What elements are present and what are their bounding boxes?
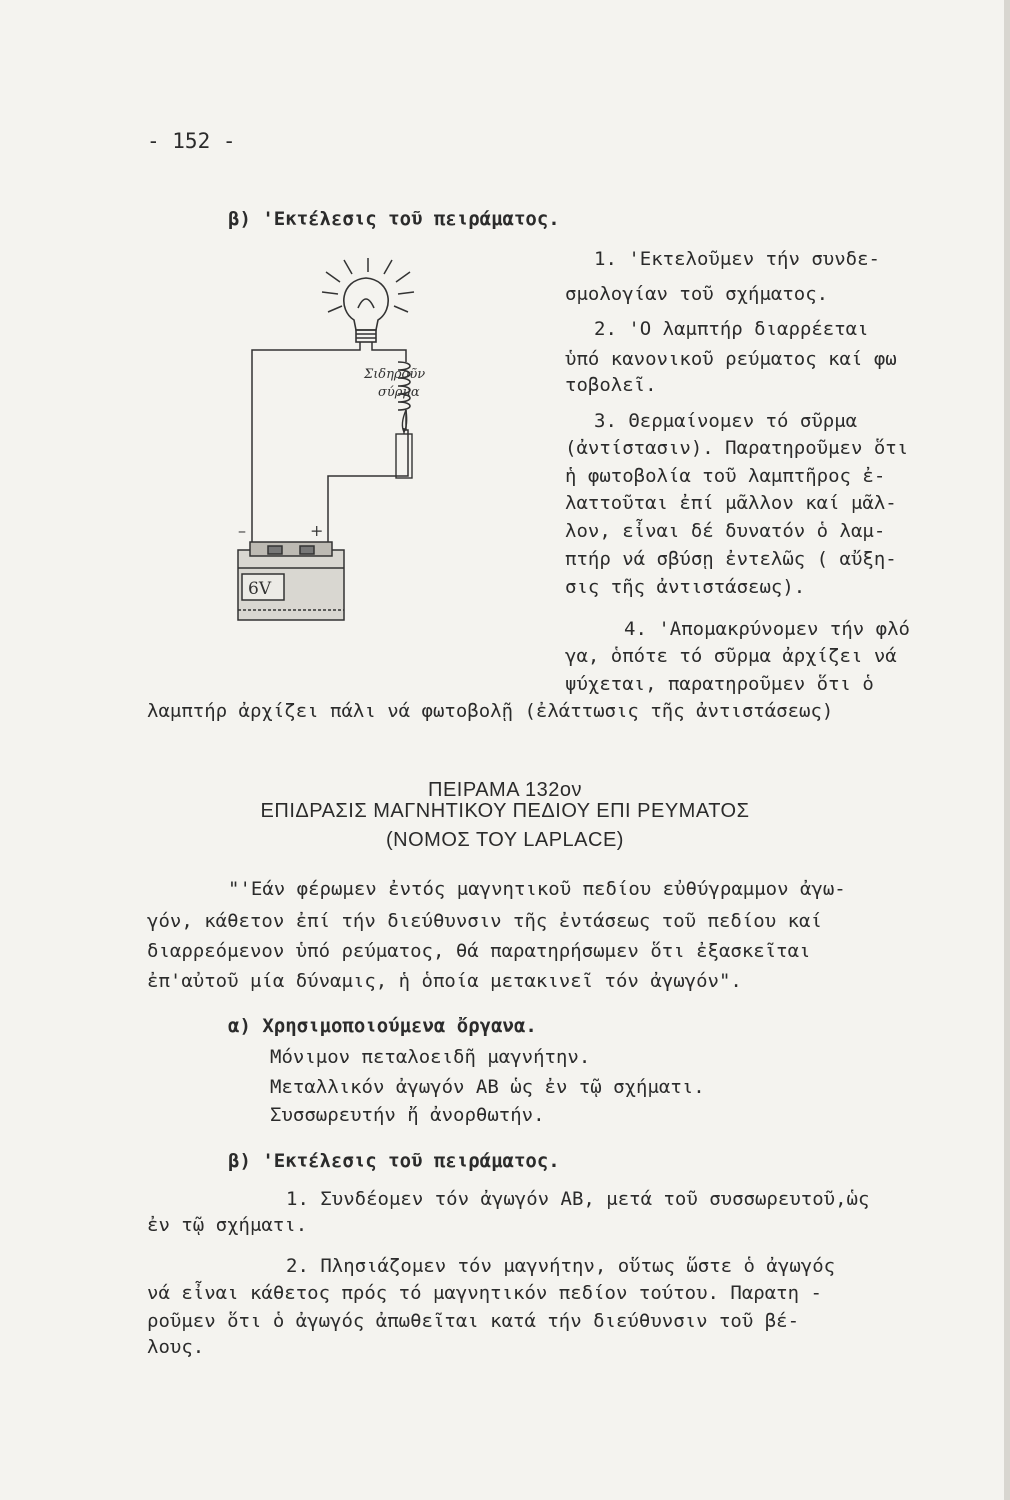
circuit-figure [228,250,426,630]
section-heading-execution-2: β) 'Εκτέλεσις τοῦ πειράματος. [228,1150,560,1172]
step-3-line-7: σις τῆς ἀντιστάσεως). [565,576,806,598]
exec2-step-2-line-3: ροῦμεν ὅτι ὁ ἀγωγός ἀπωθεῖται κατά τήν διεύθυνσιν τοῦ βέ- [147,1310,800,1332]
step-1-line-1: 1. 'Εκτελοῦμεν τήν συνδε- [594,248,880,270]
step-2-line-1: 2. 'Ο λαμπτήρ διαρρέεται [594,318,869,340]
light-rays-icon [322,258,414,312]
exec2-step-2-line-1: 2. Πλησιάζομεν τόν μαγνήτην, οὕτως ὥστε ὁ ἀγωγός [286,1255,836,1277]
candle-icon [396,410,412,478]
step-2-line-2: ὑπό κανονικοῦ ρεύματος καί φω [565,348,897,370]
exec2-step-2-line-4: λους. [147,1336,205,1358]
materials-heading: α) Χρησιμοποιούμενα ὄργανα. [228,1015,537,1037]
experiment-number: ΠΕΙΡΑΜΑ 132ον [428,779,582,801]
section-heading-execution-1: β) 'Εκτέλεσις τοῦ πειράματος. [228,208,560,230]
law-quote-line-1: "'Εάν φέρωμεν ἐντός μαγνητικοῦ πεδίου εὐθύγραμμον ἀγω- [228,878,846,900]
step-4-line-4: λαμπτήρ ἀρχίζει πάλι νά φωτοβολῇ (ἐλάττωσις τῆς ἀντιστάσεως) [147,700,834,722]
material-item-1: Μόνιμον πεταλοειδῆ μαγνήτην. [270,1046,591,1068]
step-3-line-4: λαττοῦται ἐπί μᾶλλον καί μᾶλ- [565,492,897,514]
page-edge [1004,0,1010,1500]
iron-wire-label-1: Σιδηροῦν [364,367,426,382]
material-item-2: Μεταλλικόν ἀγωγόν ΑΒ ὡς ἐν τῷ σχήματι. [270,1076,705,1098]
step-4-line-2: γα, ὁπότε τό σῦρμα ἀρχίζει νά [565,645,897,667]
battery-voltage-label: 6V [248,579,272,599]
lamp-icon [344,278,388,342]
exec2-step-1-line-2: ἐν τῷ σχήματι. [147,1214,308,1236]
step-3-line-2: (ἀντίστασιν). Παρατηροῦμεν ὅτι [565,437,909,459]
exec2-step-1-line-1: 1. Συνδέομεν τόν ἀγωγόν ΑΒ, μετά τοῦ συσσωρευτοῦ,ὡς [286,1188,870,1210]
exec2-step-2-line-2: νά εἶναι κάθετος πρός τό μαγνητικόν πεδίον τούτου. Παρατη - [147,1282,822,1304]
page-number: - 152 - [147,129,236,153]
step-4-line-1: 4. 'Απομακρύνομεν τήν φλό [624,618,910,640]
law-quote-line-3: διαρρεόμενον ὑπό ρεύματος, θά παρατηρήσωμεν ὅτι ἐξασκεῖται [147,940,811,962]
step-1-line-2: σμολογίαν τοῦ σχήματος. [565,283,829,305]
battery-plus-sign: + [310,521,324,540]
iron-wire-label-2: σύρμα [378,385,420,400]
step-3-line-1: 3. Θερμαίνομεν τό σῦρμα [594,410,858,432]
material-item-3: Συσσωρευτήν ἤ ἀνορθωτήν. [270,1104,545,1126]
law-quote-line-4: ἐπ'αὐτοῦ μία δύναμις, ἡ ὁποία μετακινεῖ τόν ἀγωγόν". [147,970,742,992]
law-quote-line-2: γόν, κάθετον ἐπί τήν διεύθυνσιν τῆς ἐντάσεως τοῦ πεδίου καί [147,910,822,932]
step-3-line-6: πτήρ νά σβύσῃ ἐντελῶς ( αὔξη- [565,548,897,570]
step-4-line-3: ψύχεται, παρατηροῦμεν ὅτι ὁ [565,673,874,695]
step-2-line-3: τοβολεῖ. [565,374,657,396]
experiment-subtitle: (ΝΟΜΟΣ ΤΟΥ LAPLACE) [386,829,624,851]
battery-minus-sign: – [238,521,246,540]
experiment-title: ΕΠΙΔΡΑΣΙΣ ΜΑΓΝΗΤΙΚΟΥ ΠΕΔΙΟΥ ΕΠΙ ΡΕΥΜΑΤΟΣ [260,800,750,822]
step-3-line-3: ἡ φωτοβολία τοῦ λαμπτῆρος ἐ- [565,465,886,487]
step-3-line-5: λον, εἶναι δέ δυνατόν ὁ λαμ- [565,520,886,542]
